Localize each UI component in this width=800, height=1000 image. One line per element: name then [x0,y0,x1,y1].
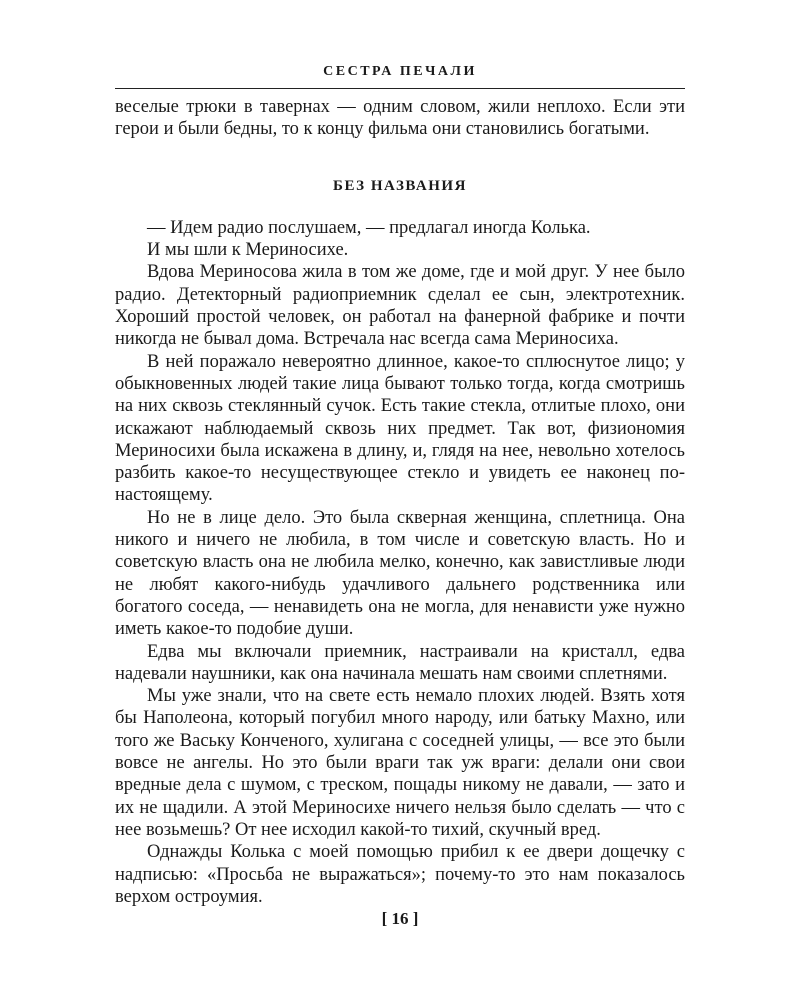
paragraph: Но не в лице дело. Это была скверная женщина, сплетница. Она никого и ничего не любила, в том числе и советскую власть. Но и советскую власть она не любила мелко, конечно, как завистливые люди не любят какого-нибудь удачливого дальнего родственника или богатого соседа, — ненавидеть она не могла, для ненависти уже нужно иметь какое-то подобие души. [115,507,685,640]
paragraph: Мы уже знали, что на свете есть немало плохих людей. Взять хотя бы Наполеона, который погубил много народу, или батьку Махно, или того же Ваську Конченого, хулигана с соседней улицы, — все это были вовсе не ангелы. Но это были враги так уж враги: делали они свои вредные дела с шумом, с треском, пощады никому не давали, — зато и их не щадили. А этой Мериносихе ничего нельзя было сделать — что с нее возьмешь? От нее исходил какой-то тихий, скучный вред. [115,686,685,840]
paragraph: Вдова Мериносова жила в том же доме, где и мой друг. У нее было радио. Детекторный радиоприемник сделал ее сын, электротехник. Хороший простой человек, он работал на фанерной фабрике и почти никогда не бывал дома. Встречала нас всегда сама Мериносиха. [115,262,685,350]
book-page [115,0,685,1000]
paragraph: И мы шли к Мериносихе. [147,240,349,261]
paragraph: — Идем радио послушаем, — предлагал иногда Колька. [147,217,591,238]
continuation-paragraph: веселые трюки в тавернах — одним словом, жили неплохо. Если эти герои и были бедны, то к концу фильма они становились богатыми. [115,97,685,140]
running-head: СЕСТРА ПЕЧАЛИ [323,64,477,79]
paragraph: В ней поражало невероятно длинное, какое-то сплюснутое лицо; у обыкновенных людей такие лица бывают только тогда, когда смотришь на них сквозь стеклянный сучок. Есть такие стекла, отлитые плохо, они искажают наблюдаемый сквозь них предмет. Так вот, физиономия Мериносихи была искажена в длину, и, глядя на нее, невольно хотелось разбить какое-то несуществующее стекло и увидеть ее наконец по-настоящему. [115,351,685,506]
paragraph: Едва мы включали приемник, настраивали на кристалл, едва надевали наушники, как она начинала мешать нам своими сплетнями. [115,641,685,684]
section-title: БЕЗ НАЗВАНИЯ [333,177,467,194]
page-number: [ 16 ] [381,909,419,928]
paragraph: Однажды Колька с моей помощью прибил к ее двери дощечку с надписью: «Просьба не выражаться»; почему-то это нам показалось верхом остроумия. [115,842,685,907]
header-rule [115,88,685,89]
body-text [115,96,685,908]
